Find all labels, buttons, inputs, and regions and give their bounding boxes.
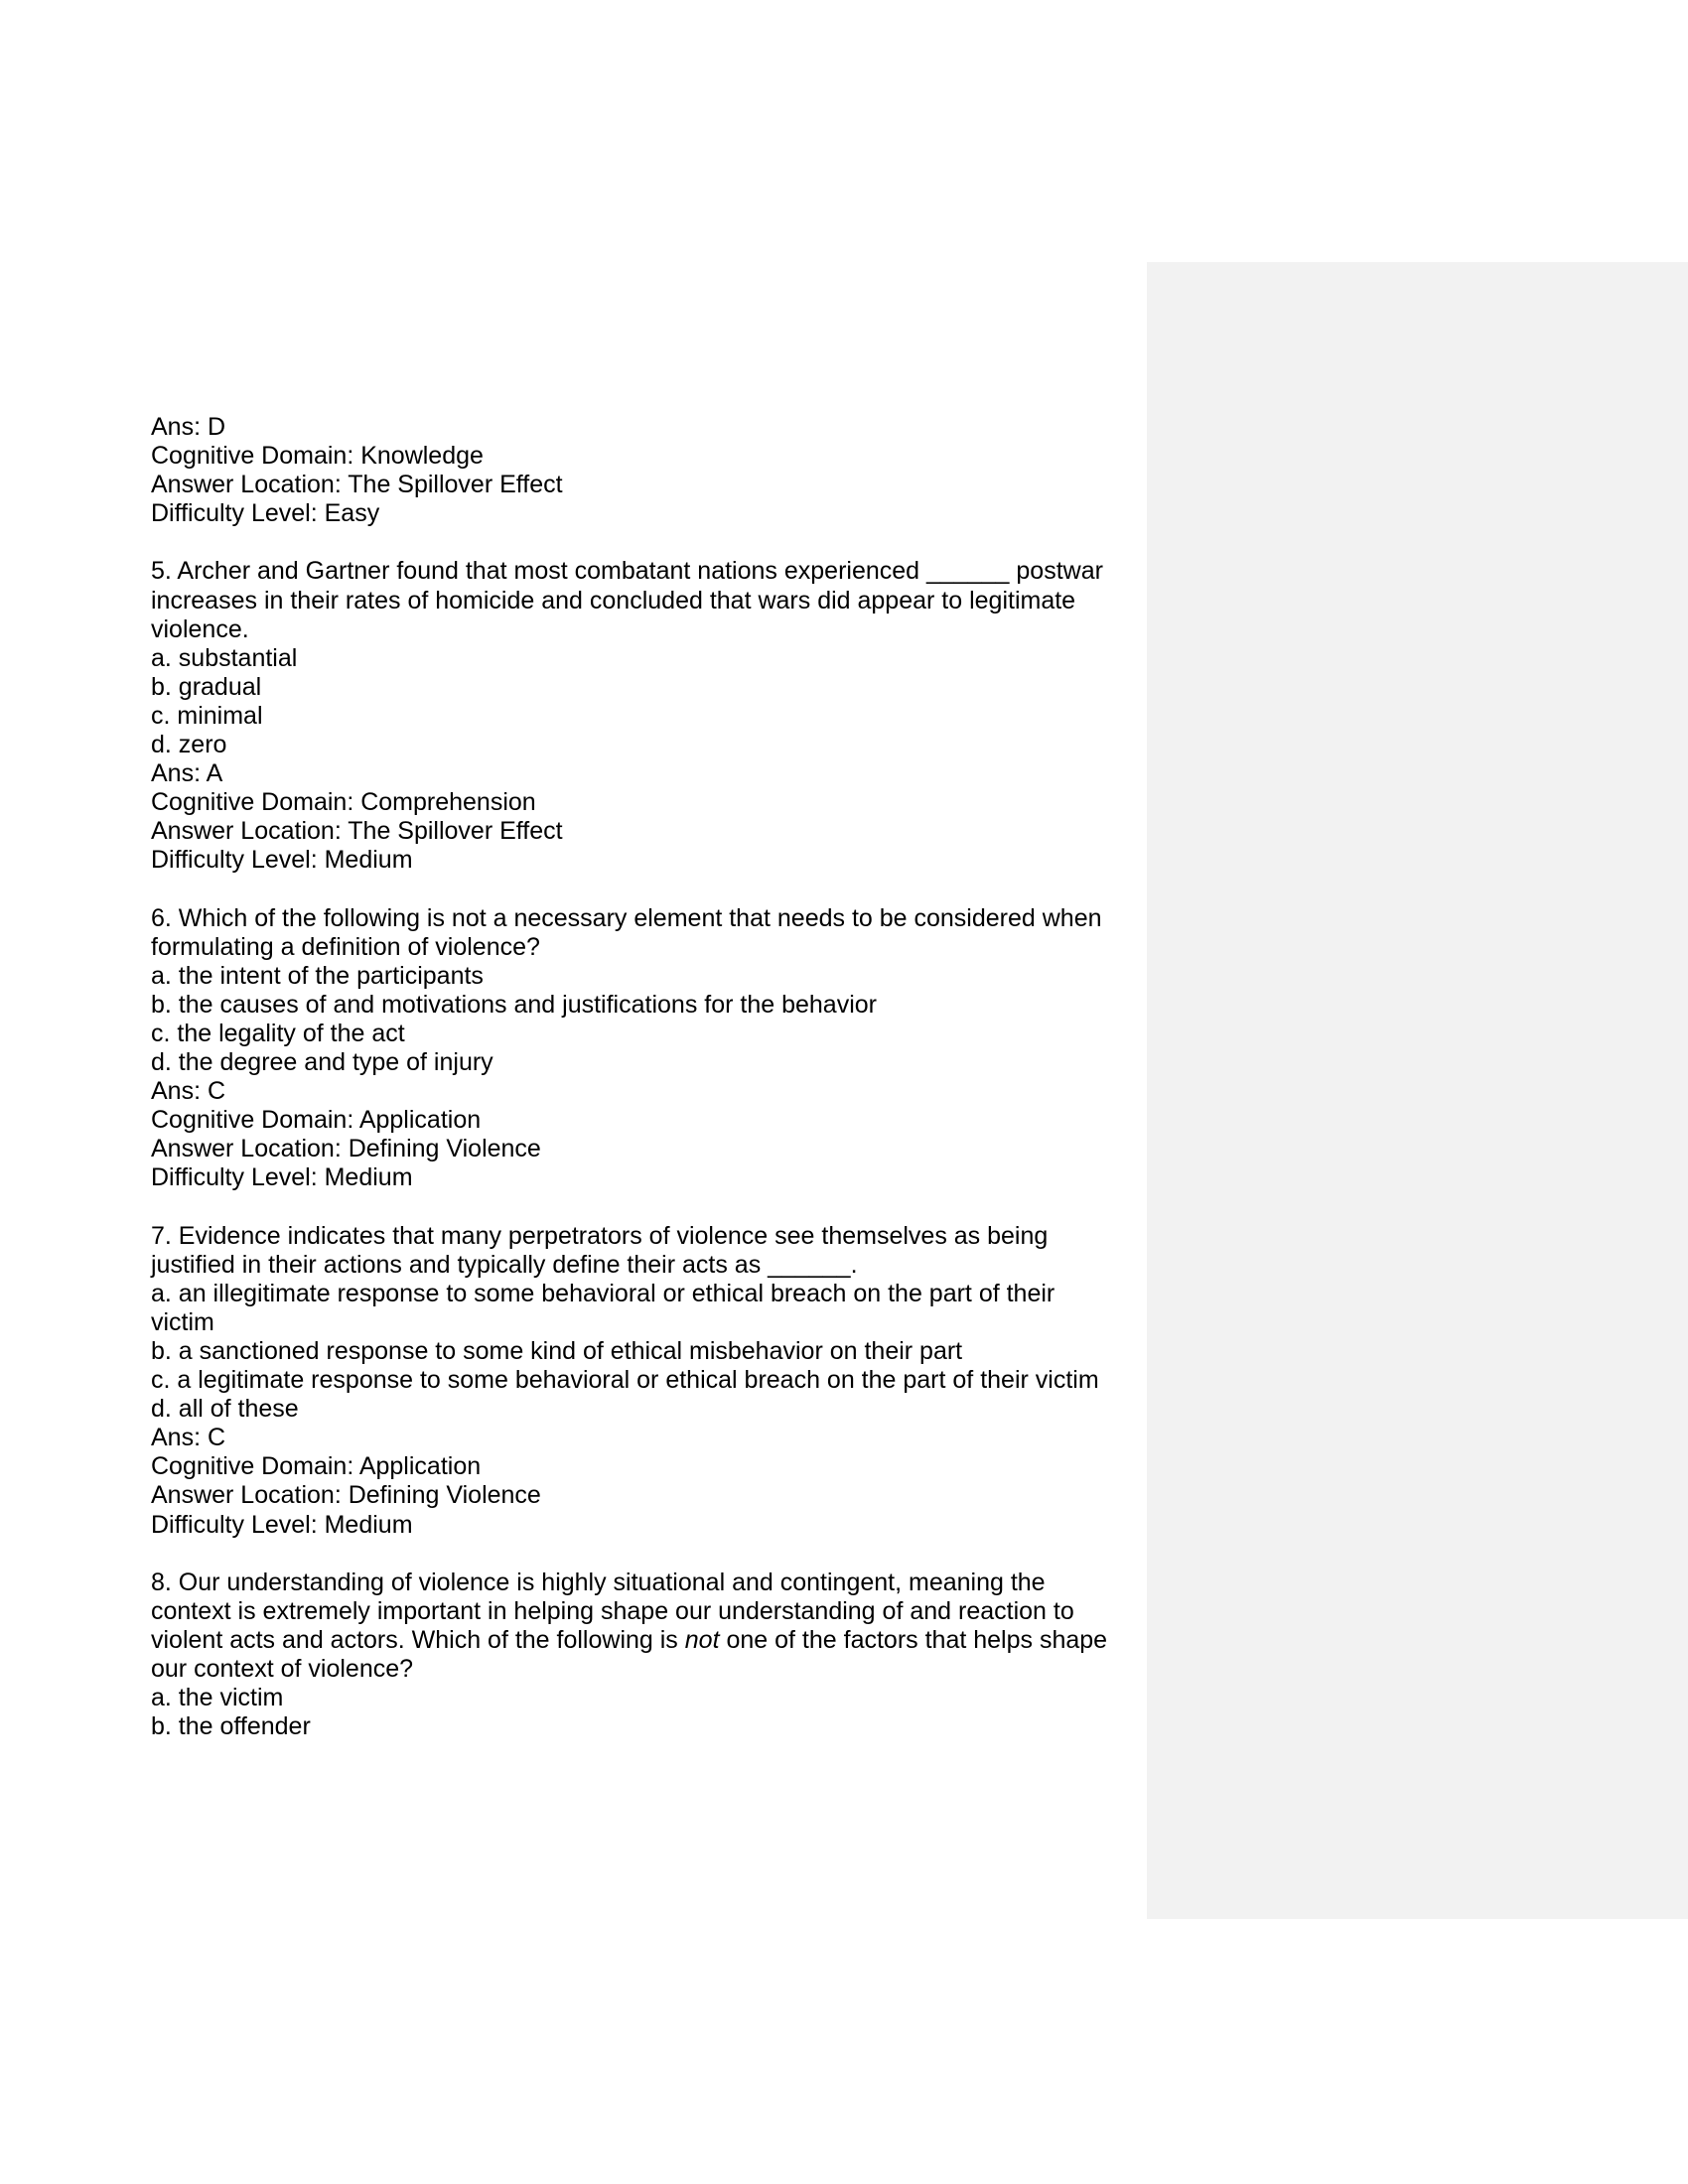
cognitive-domain: Cognitive Domain: Application <box>151 1106 482 1135</box>
answer-location: Answer Location: Defining Violence <box>151 1481 541 1510</box>
difficulty-level: Difficulty Level: Medium <box>151 1163 413 1192</box>
stem-text: one of the factors that helps shape <box>719 1625 1108 1654</box>
question-stem-line: our context of violence? <box>151 1655 414 1684</box>
option-d: d. the degree and type of injury <box>151 1048 493 1077</box>
option-a-continuation: victim <box>151 1307 214 1336</box>
option-b: b. the offender <box>151 1712 311 1741</box>
cognitive-domain: Cognitive Domain: Comprehension <box>151 788 536 817</box>
option-a: a. the intent of the participants <box>151 961 484 990</box>
question-stem-line: increases in their rates of homicide and concluded that wars did appear to legitimate <box>151 586 1076 614</box>
option-d: d. all of these <box>151 1395 299 1424</box>
option-a: a. the victim <box>151 1684 284 1712</box>
question-7 <box>151 1222 1144 1540</box>
question-5 <box>151 557 1144 875</box>
question-8 <box>151 1569 1144 1742</box>
question-6 <box>151 904 1144 1193</box>
option-a: a. an illegitimate response to some behavioral or ethical breach on the part of their <box>151 1279 1055 1307</box>
option-c: c. the legality of the act <box>151 1019 405 1047</box>
option-b: b. the causes of and motivations and justifications for the behavior <box>151 990 877 1019</box>
answer-location: Answer Location: The Spillover Effect <box>151 817 563 846</box>
option-d: d. zero <box>151 731 227 759</box>
question-4-answer-block <box>151 413 1144 528</box>
answer-key: Ans: D <box>151 413 226 441</box>
option-b: b. a sanctioned response to some kind of ethical misbehavior on their part <box>151 1337 963 1365</box>
answer-location: Answer Location: The Spillover Effect <box>151 471 563 499</box>
question-stem-line: justified in their actions and typically define their acts as ______. <box>151 1250 858 1279</box>
question-stem-line <box>151 1626 1144 1655</box>
answer-key: Ans: C <box>151 1424 226 1452</box>
difficulty-level: Difficulty Level: Easy <box>151 499 380 528</box>
emphasis-text: not <box>684 1625 720 1654</box>
cognitive-domain: Cognitive Domain: Application <box>151 1452 482 1481</box>
question-stem-line: violence. <box>151 614 249 643</box>
document-body <box>151 413 1144 1741</box>
answer-key: Ans: A <box>151 759 223 788</box>
question-stem-line: 7. Evidence indicates that many perpetrators of violence see themselves as being <box>151 1221 1049 1250</box>
option-c: c. minimal <box>151 701 263 730</box>
stem-text: violent acts and actors. Which of the following is <box>151 1625 685 1654</box>
option-a: a. substantial <box>151 643 298 672</box>
difficulty-level: Difficulty Level: Medium <box>151 846 413 875</box>
question-stem-line: context is extremely important in helping shape our understanding of and reaction to <box>151 1596 1074 1625</box>
option-b: b. gradual <box>151 672 262 701</box>
question-stem-line: formulating a definition of violence? <box>151 932 540 961</box>
difficulty-level: Difficulty Level: Medium <box>151 1510 413 1539</box>
cognitive-domain: Cognitive Domain: Knowledge <box>151 442 484 471</box>
question-stem-line: 6. Which of the following is not a necessary element that needs to be considered when <box>151 903 1102 932</box>
question-stem-line: 5. Archer and Gartner found that most combatant nations experienced ______ postwar <box>151 557 1103 586</box>
option-c: c. a legitimate response to some behavioral or ethical breach on the part of their victim <box>151 1366 1099 1395</box>
question-stem-line: 8. Our understanding of violence is highly situational and contingent, meaning the <box>151 1568 1046 1596</box>
answer-location: Answer Location: Defining Violence <box>151 1135 541 1163</box>
answer-key: Ans: C <box>151 1077 226 1106</box>
comment-pane <box>1147 262 1688 1919</box>
